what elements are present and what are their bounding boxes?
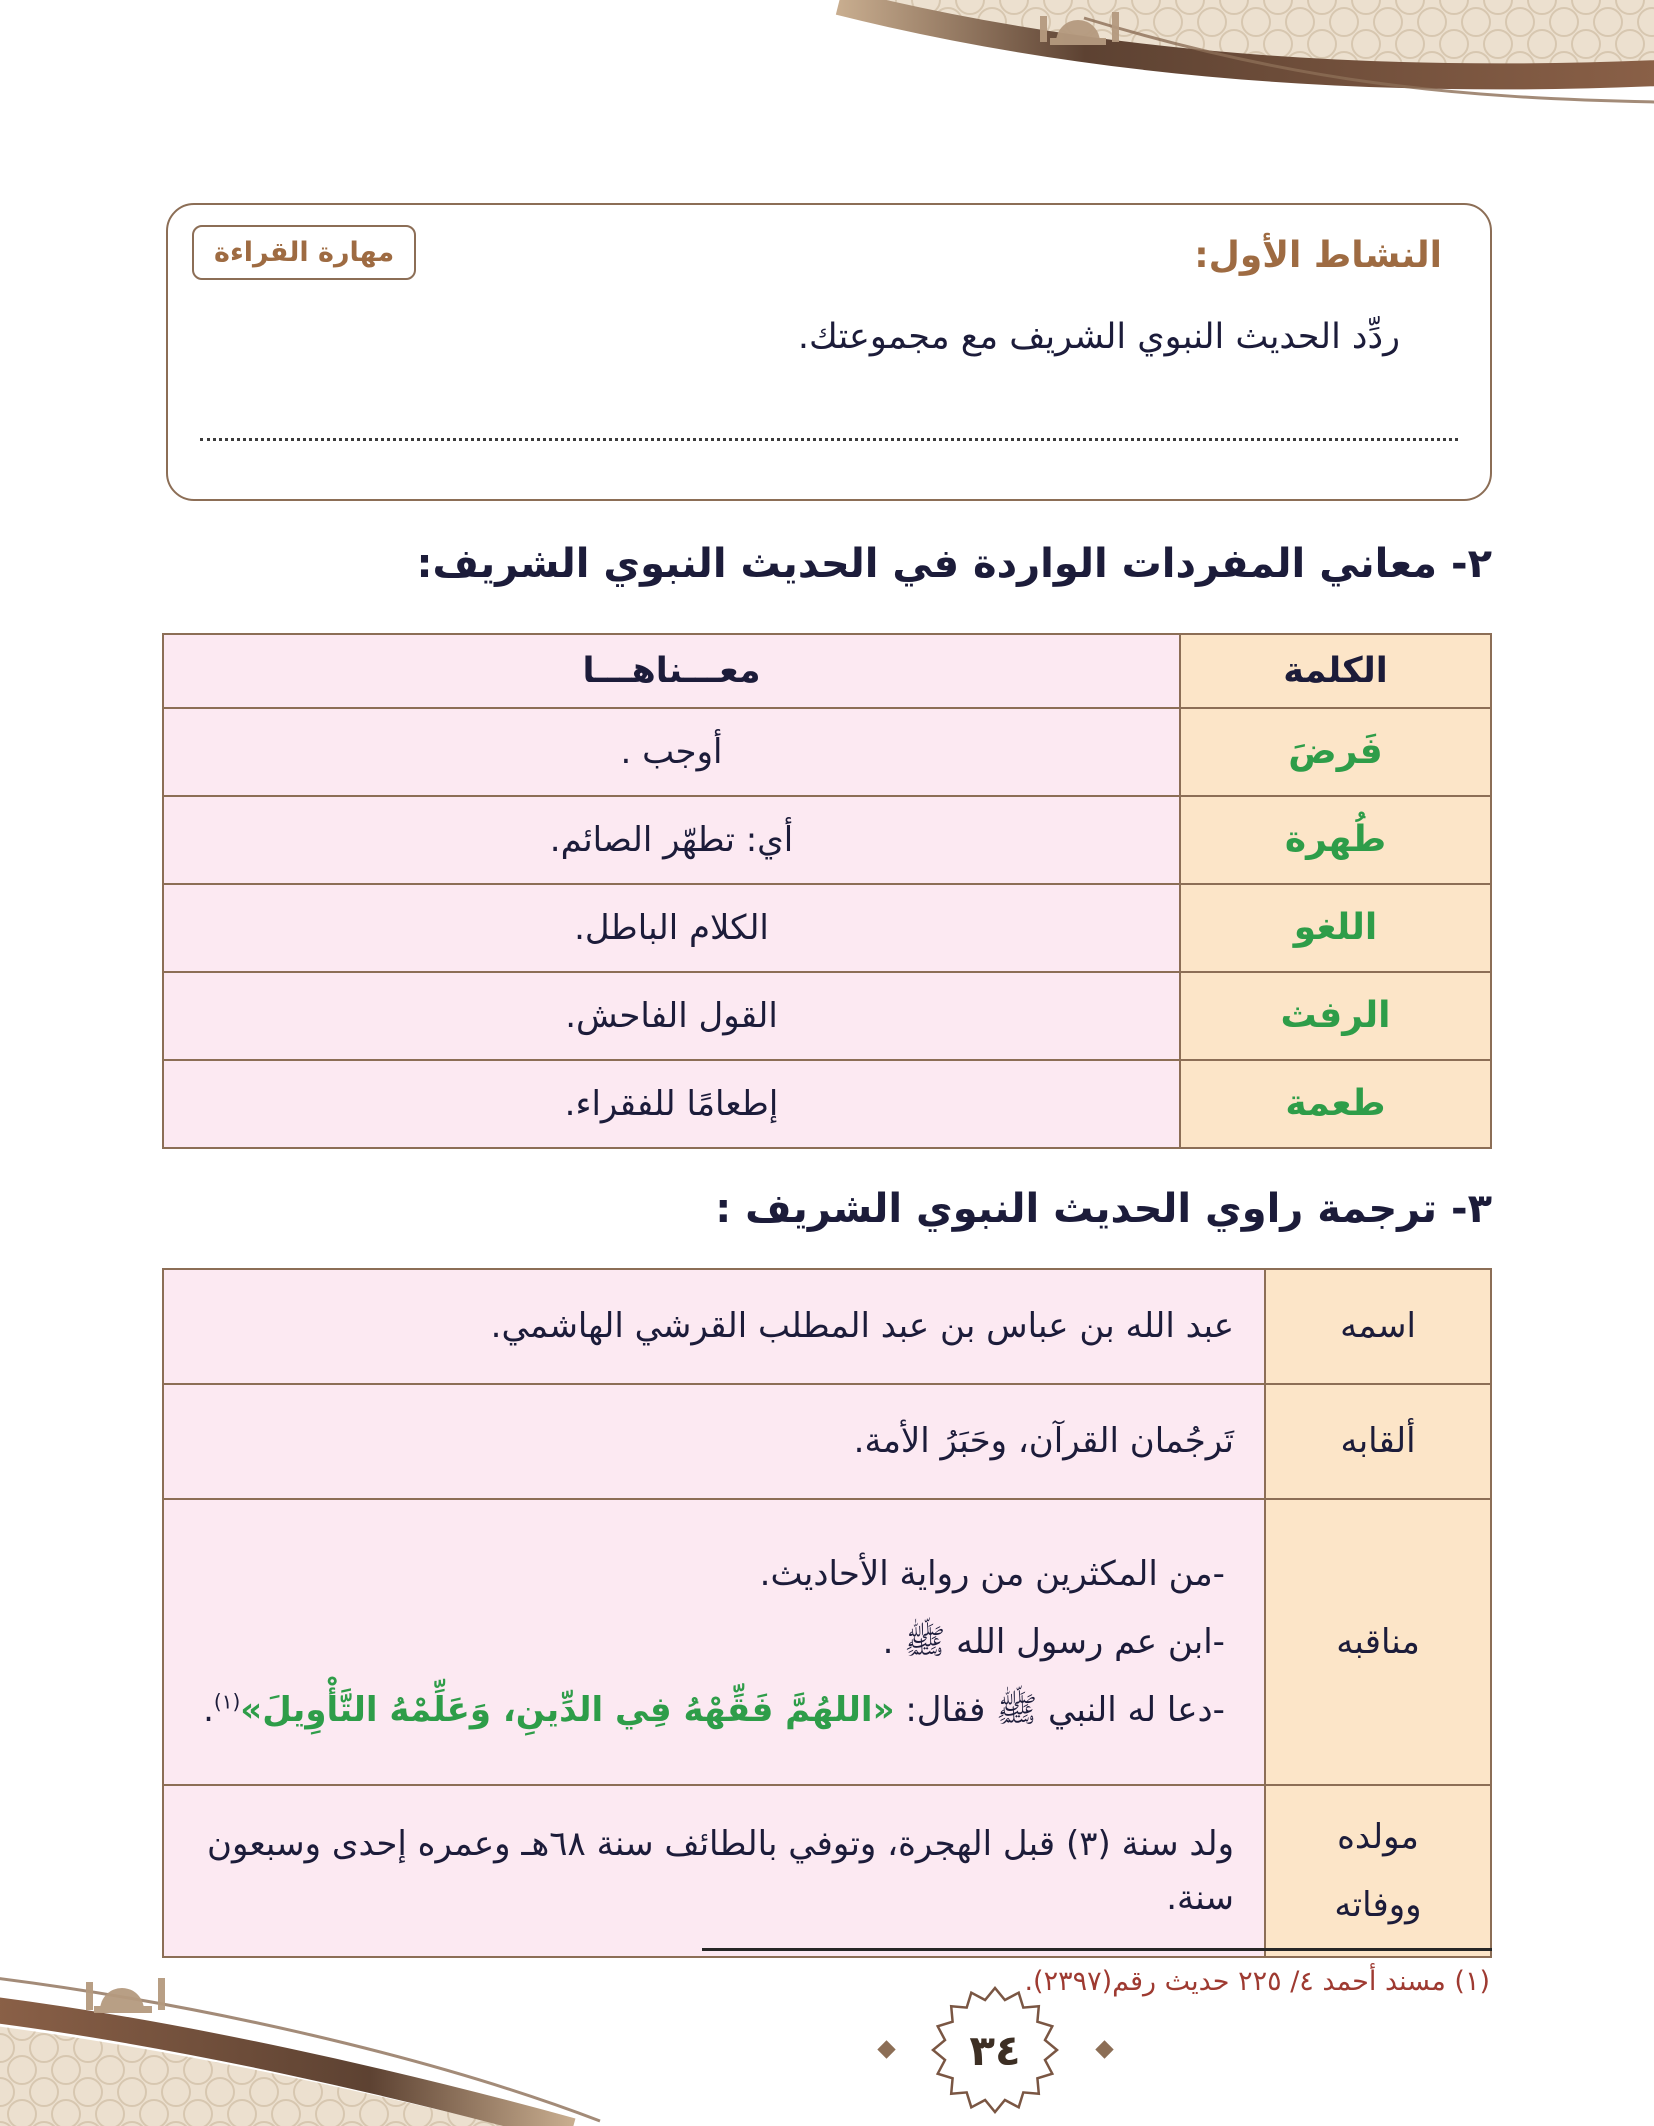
word-cell: طُهرة bbox=[1180, 796, 1491, 884]
meaning-cell: أوجب . bbox=[163, 708, 1180, 796]
merit-item bbox=[203, 1676, 1225, 1744]
answer-dotted-line bbox=[200, 438, 1458, 441]
merit-item: -ابن عم رسول الله ﷺ . bbox=[882, 1622, 1225, 1662]
word-cell: طعمة bbox=[1180, 1060, 1491, 1148]
activity-instruction: ردِّد الحديث النبوي الشريف مع مجموعتك. bbox=[797, 317, 1400, 357]
birth-label-line: ووفاته bbox=[1334, 1885, 1422, 1925]
merit-item: -من المكثرين من رواية الأحاديث. bbox=[759, 1554, 1225, 1594]
bottom-corner-ornament bbox=[0, 1916, 640, 2126]
merits-value bbox=[163, 1499, 1265, 1785]
birth-death-label bbox=[1265, 1785, 1491, 1957]
meaning-cell: القول الفاحش. bbox=[163, 972, 1180, 1060]
merit-text: -دعا له النبي ﷺ فقال: bbox=[894, 1690, 1225, 1730]
merit-text: . bbox=[203, 1690, 214, 1730]
reading-skill-badge: مهارة القراءة bbox=[192, 225, 416, 280]
name-label: اسمه bbox=[1265, 1269, 1491, 1384]
word-cell: فَرضَ bbox=[1180, 708, 1491, 796]
vocabulary-section-heading: ٢- معاني المفردات الواردة في الحديث النبوي الشريف: bbox=[416, 541, 1492, 587]
name-value: عبد الله بن عباس بن عبد المطلب القرشي الهاشمي. bbox=[163, 1269, 1265, 1384]
table-row bbox=[163, 1269, 1491, 1384]
table-row bbox=[163, 708, 1491, 796]
meaning-cell: إطعامًا للفقراء. bbox=[163, 1060, 1180, 1148]
footnote-rule bbox=[702, 1948, 1492, 1951]
vocab-header-row bbox=[163, 634, 1491, 708]
vocabulary-table bbox=[162, 633, 1492, 1149]
top-corner-ornament bbox=[794, 0, 1654, 150]
meaning-cell: الكلام الباطل. bbox=[163, 884, 1180, 972]
table-row bbox=[163, 1499, 1491, 1785]
word-column-header: الكلمة bbox=[1180, 634, 1491, 708]
page-number-ornament bbox=[928, 1983, 1062, 2117]
activity-box bbox=[166, 203, 1492, 501]
table-row bbox=[163, 1060, 1491, 1148]
page-number: ٣٤ bbox=[969, 2025, 1021, 2075]
diamond-ornament bbox=[877, 2040, 895, 2058]
meaning-column-header: معـــناهـــا bbox=[163, 634, 1180, 708]
titles-value: تَرجُمان القرآن، وحَبَرُ الأمة. bbox=[163, 1384, 1265, 1499]
meaning-cell: أي: تطهّر الصائم. bbox=[163, 796, 1180, 884]
table-row bbox=[163, 972, 1491, 1060]
footnote-reference: (١) bbox=[213, 1689, 241, 1714]
table-row bbox=[163, 796, 1491, 884]
diamond-ornament bbox=[1095, 2040, 1113, 2058]
merits-list bbox=[203, 1540, 1225, 1744]
hadith-quote: «اللهُمَّ فَقِّهْهُ فِي الدِّينِ، وَعَلِّمْهُ التَّأْوِيلَ» bbox=[240, 1690, 895, 1730]
footnote-text: (١) مسند أحمد ٤/ ٢٢٥ حديث رقم(٢٣٩٧). bbox=[1024, 1966, 1490, 1997]
birth-death-value: ولد سنة (٣) قبل الهجرة، وتوفي بالطائف سنة ٦٨هـ وعمره إحدى وسبعون سنة. bbox=[163, 1785, 1265, 1957]
merits-label: مناقبه bbox=[1265, 1499, 1491, 1785]
word-cell: اللغو bbox=[1180, 884, 1491, 972]
activity-title: النشاط الأول: bbox=[1194, 235, 1442, 276]
table-row bbox=[163, 1384, 1491, 1499]
table-row bbox=[163, 884, 1491, 972]
word-cell: الرفث bbox=[1180, 972, 1491, 1060]
titles-label: ألقابه bbox=[1265, 1384, 1491, 1499]
narrator-section-heading: ٣- ترجمة راوي الحديث النبوي الشريف : bbox=[715, 1186, 1492, 1232]
narrator-table bbox=[162, 1268, 1492, 1958]
birth-label-line: مولده bbox=[1337, 1817, 1419, 1857]
mosque-silhouette-icon bbox=[86, 1978, 165, 2013]
